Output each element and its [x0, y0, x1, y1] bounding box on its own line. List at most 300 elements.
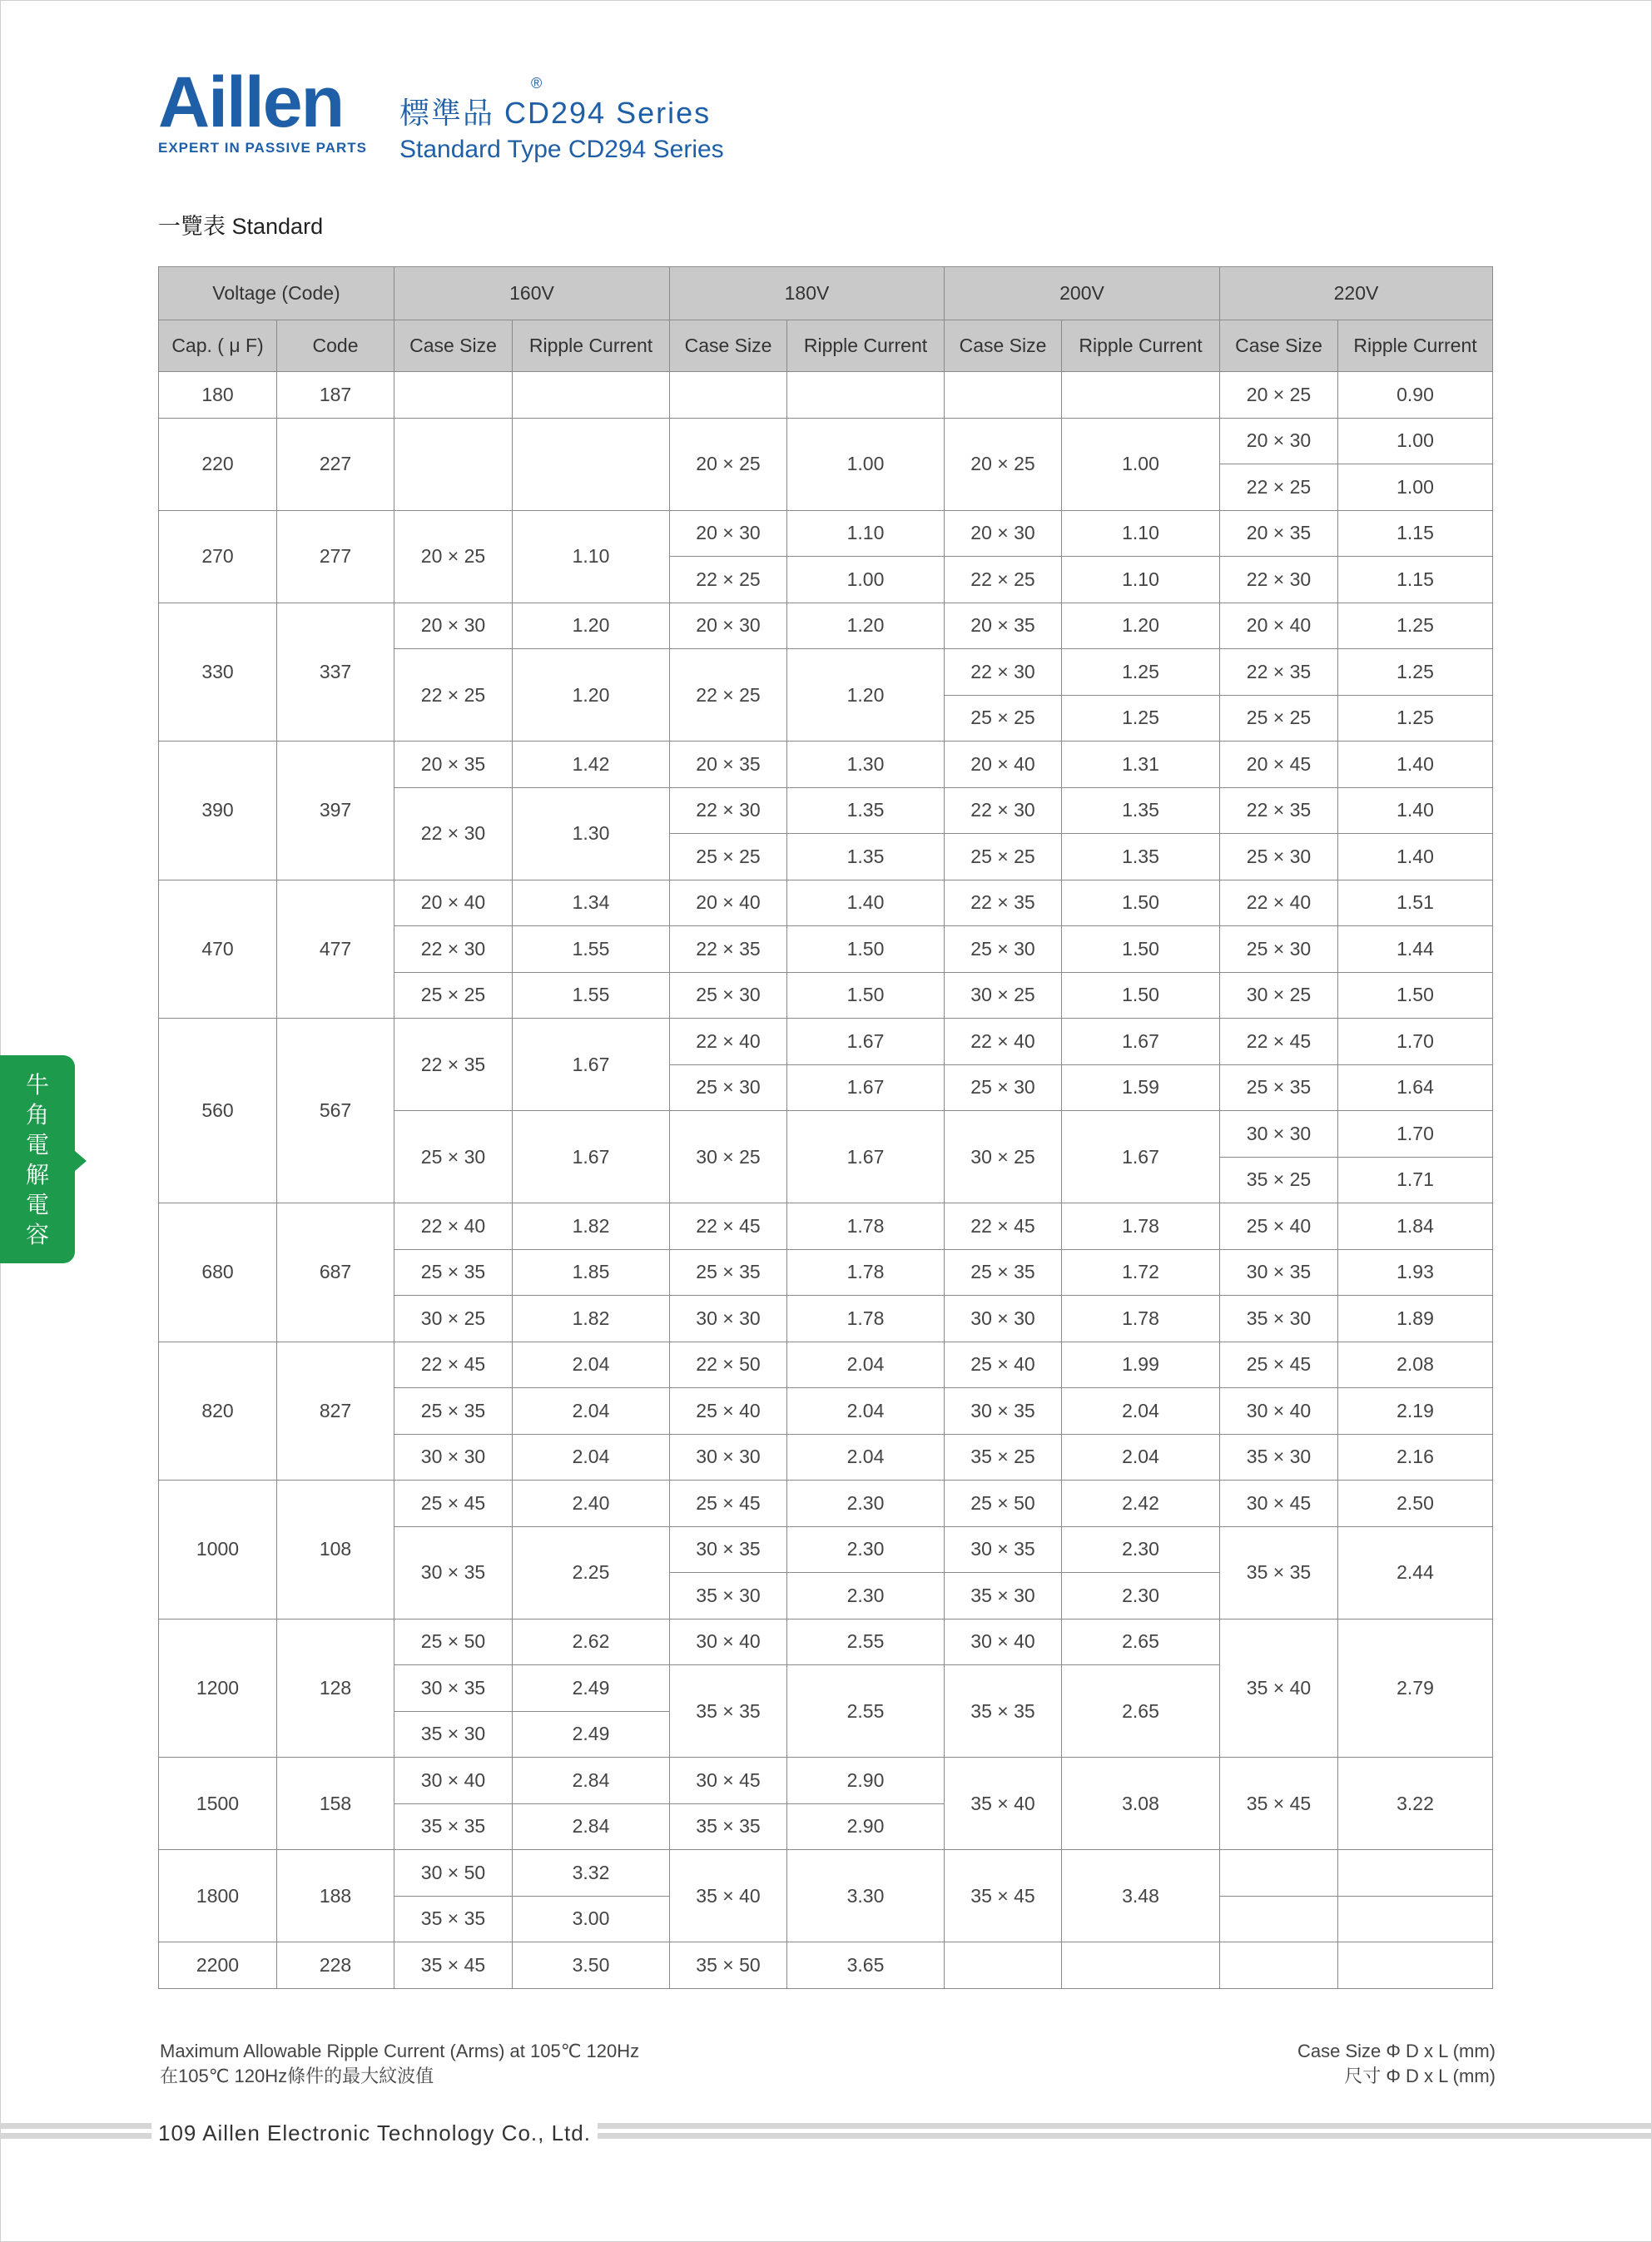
case-size-cell: 35 × 45	[945, 1850, 1062, 1942]
case-size-cell: 35 × 40	[670, 1850, 787, 1942]
cap-header: Cap. ( μ F)	[159, 320, 277, 372]
ripple-current-cell: 2.79	[1338, 1619, 1493, 1758]
ripple-current-cell: 1.67	[513, 1019, 670, 1111]
cap-cell: 680	[159, 1203, 277, 1342]
code-cell: 477	[277, 880, 394, 1019]
cap-cell: 330	[159, 603, 277, 742]
cap-cell: 2200	[159, 1942, 277, 1989]
case-size-cell: 30 × 45	[1220, 1481, 1338, 1527]
case-size-cell: 25 × 25	[945, 834, 1062, 880]
ripple-current-cell: 1.00	[787, 557, 945, 603]
case-size-cell: 20 × 35	[945, 603, 1062, 649]
case-size-cell: 22 × 35	[1220, 649, 1338, 696]
case-size-cell: 25 × 30	[670, 1064, 787, 1111]
ripple-current-cell: 1.78	[787, 1296, 945, 1342]
ripple-current-cell: 1.50	[1062, 926, 1220, 973]
case-size-cell: 22 × 30	[394, 787, 513, 880]
ripple-current-cell	[1338, 1896, 1493, 1942]
case-size-cell: 20 × 30	[394, 603, 513, 649]
case-size-cell: 20 × 35	[1220, 510, 1338, 557]
footer	[151, 2120, 598, 2146]
ripple-current-cell: 1.42	[513, 742, 670, 788]
case-size-cell: 25 × 45	[670, 1481, 787, 1527]
case-size-cell: 25 × 40	[1220, 1203, 1338, 1250]
voltage-header: 180V	[670, 267, 945, 320]
case-size-cell: 35 × 35	[1220, 1526, 1338, 1619]
case-size-cell: 25 × 50	[394, 1619, 513, 1665]
case-size-cell: 22 × 45	[945, 1203, 1062, 1250]
case-size-cell: 25 × 30	[1220, 834, 1338, 880]
ripple-current-cell: 1.78	[1062, 1296, 1220, 1342]
ripple-current-cell: 1.50	[1062, 972, 1220, 1019]
case-size-cell	[1220, 1896, 1338, 1942]
case-size-cell: 25 × 30	[945, 1064, 1062, 1111]
ripple-current-cell: 1.20	[787, 649, 945, 742]
ripple-current-cell: 2.04	[513, 1434, 670, 1481]
case-size-cell: 22 × 30	[394, 926, 513, 973]
ripple-current-cell	[1338, 1942, 1493, 1989]
case-size-cell: 25 × 35	[945, 1249, 1062, 1296]
case-size-cell	[394, 418, 513, 510]
ripple-current-cell: 2.30	[1062, 1573, 1220, 1619]
case-size-cell: 20 × 30	[945, 510, 1062, 557]
table-row	[159, 418, 1493, 464]
case-size-cell: 35 × 35	[670, 1803, 787, 1850]
case-size-note-zh: 尺寸 Φ D x L (mm)	[1344, 2066, 1496, 2086]
code-cell: 687	[277, 1203, 394, 1342]
cap-cell: 1500	[159, 1758, 277, 1850]
code-cell: 108	[277, 1481, 394, 1619]
case-size-cell: 25 × 30	[1220, 926, 1338, 973]
case-size-cell: 30 × 30	[945, 1296, 1062, 1342]
code-cell: 397	[277, 742, 394, 880]
case-size-cell: 22 × 25	[670, 649, 787, 742]
ripple-current-cell: 2.04	[513, 1388, 670, 1435]
case-size-cell	[1220, 1942, 1338, 1989]
ripple-current-cell: 1.84	[1338, 1203, 1493, 1250]
cap-cell: 270	[159, 510, 277, 603]
code-cell: 337	[277, 603, 394, 742]
ripple-current-cell: 2.04	[787, 1342, 945, 1388]
ripple-current-cell: 2.84	[513, 1803, 670, 1850]
ripple-current-cell: 1.89	[1338, 1296, 1493, 1342]
case-size-cell: 25 × 25	[670, 834, 787, 880]
ripple-current-cell: 2.44	[1338, 1526, 1493, 1619]
ripple-current-cell: 1.67	[1062, 1019, 1220, 1065]
section-title: 一覽表 Standard	[158, 214, 324, 239]
case-size-header: Case Size	[394, 320, 513, 372]
case-size-cell: 25 × 40	[945, 1342, 1062, 1388]
case-size-cell: 22 × 40	[394, 1203, 513, 1250]
case-size-cell: 35 × 50	[670, 1942, 787, 1989]
table-row	[159, 1481, 1493, 1527]
voltage-header: 220V	[1220, 267, 1493, 320]
ripple-current-cell: 1.35	[1062, 787, 1220, 834]
case-size-cell: 35 × 30	[670, 1573, 787, 1619]
ripple-current-cell: 1.67	[787, 1111, 945, 1203]
case-size-cell: 25 × 35	[1220, 1064, 1338, 1111]
case-size-cell: 35 × 45	[394, 1942, 513, 1989]
code-cell: 277	[277, 510, 394, 603]
ripple-header: Ripple Current	[1062, 320, 1220, 372]
ripple-current-cell: 1.00	[1062, 418, 1220, 510]
ripple-current-cell: 1.10	[1062, 510, 1220, 557]
ripple-current-cell: 2.04	[1062, 1388, 1220, 1435]
series-title-zh: 標準品 CD294 Series	[399, 96, 712, 130]
ripple-current-cell: 1.82	[513, 1296, 670, 1342]
case-size-cell: 35 × 40	[1220, 1619, 1338, 1758]
series-header	[399, 90, 724, 164]
cap-cell: 560	[159, 1019, 277, 1203]
ripple-current-cell: 2.19	[1338, 1388, 1493, 1435]
ripple-current-cell: 1.35	[1062, 834, 1220, 880]
case-size-cell: 20 × 40	[945, 742, 1062, 788]
ripple-current-cell: 0.90	[1338, 372, 1493, 419]
ripple-current-cell: 2.30	[1062, 1526, 1220, 1573]
ripple-current-cell: 1.25	[1338, 603, 1493, 649]
case-size-cell: 35 × 40	[945, 1758, 1062, 1850]
table-row	[159, 880, 1493, 926]
case-size-cell: 22 × 25	[1220, 464, 1338, 511]
header-row-columns	[159, 320, 1493, 372]
brand-logo	[158, 62, 543, 156]
case-size-cell: 22 × 25	[670, 557, 787, 603]
code-cell: 158	[277, 1758, 394, 1850]
case-size-cell: 25 × 35	[394, 1388, 513, 1435]
ripple-current-cell: 3.32	[513, 1850, 670, 1897]
case-size-cell	[670, 372, 787, 419]
case-size-cell: 22 × 30	[670, 787, 787, 834]
ripple-current-cell: 1.00	[787, 418, 945, 510]
side-tab-char: 角	[25, 1102, 49, 1128]
cap-cell: 820	[159, 1342, 277, 1481]
ripple-current-cell: 2.04	[787, 1388, 945, 1435]
case-size-cell: 25 × 30	[394, 1111, 513, 1203]
table-row	[159, 1019, 1493, 1065]
case-size-cell: 30 × 30	[670, 1434, 787, 1481]
table-row	[159, 372, 1493, 419]
table-row	[159, 1203, 1493, 1250]
ripple-current-cell: 1.59	[1062, 1064, 1220, 1111]
ripple-current-cell: 1.55	[513, 926, 670, 973]
table-row	[159, 742, 1493, 788]
case-size-cell: 30 × 45	[670, 1758, 787, 1804]
ripple-current-cell: 3.22	[1338, 1758, 1493, 1850]
voltage-header: 200V	[945, 267, 1220, 320]
ripple-current-cell: 1.78	[787, 1203, 945, 1250]
case-size-cell: 25 × 35	[394, 1249, 513, 1296]
ripple-note-en: Maximum Allowable Ripple Current (Arms) at 105℃ 120Hz	[160, 2041, 640, 2061]
ripple-current-cell: 2.04	[1062, 1434, 1220, 1481]
cap-cell: 470	[159, 880, 277, 1019]
case-size-cell	[945, 1942, 1062, 1989]
ripple-current-cell: 1.10	[1062, 557, 1220, 603]
case-size-cell: 22 × 45	[670, 1203, 787, 1250]
page-number: 109	[158, 2120, 197, 2145]
case-size-cell: 25 × 25	[1220, 695, 1338, 742]
ripple-current-cell: 1.71	[1338, 1157, 1493, 1203]
ripple-current-cell: 2.25	[513, 1526, 670, 1619]
ripple-current-cell: 2.65	[1062, 1619, 1220, 1665]
case-size-cell: 30 × 25	[394, 1296, 513, 1342]
case-size-cell: 35 × 30	[945, 1573, 1062, 1619]
ripple-current-cell: 1.70	[1338, 1111, 1493, 1158]
brand-tagline: EXPERT IN PASSIVE PARTS	[158, 140, 367, 156]
case-size-cell: 35 × 35	[945, 1665, 1062, 1758]
ripple-current-cell: 2.90	[787, 1803, 945, 1850]
ripple-current-cell: 1.40	[1338, 742, 1493, 788]
ripple-current-cell	[513, 418, 670, 510]
ripple-current-cell: 2.16	[1338, 1434, 1493, 1481]
case-size-cell: 22 × 35	[670, 926, 787, 973]
code-cell: 827	[277, 1342, 394, 1481]
case-size-cell	[394, 372, 513, 419]
ripple-current-cell: 1.10	[513, 510, 670, 603]
case-size-cell: 30 × 35	[945, 1526, 1062, 1573]
ripple-current-cell: 2.84	[513, 1758, 670, 1804]
ripple-current-cell: 1.20	[787, 603, 945, 649]
case-size-cell: 25 × 25	[945, 695, 1062, 742]
case-size-cell: 22 × 25	[394, 649, 513, 742]
ripple-current-cell: 2.62	[513, 1619, 670, 1665]
cap-cell: 1800	[159, 1850, 277, 1942]
case-size-cell: 20 × 25	[394, 510, 513, 603]
case-size-cell: 22 × 35	[945, 880, 1062, 926]
case-size-header: Case Size	[1220, 320, 1338, 372]
case-size-header: Case Size	[945, 320, 1062, 372]
ripple-current-cell: 1.78	[1062, 1203, 1220, 1250]
case-size-cell: 25 × 25	[394, 972, 513, 1019]
series-title-en: Standard Type CD294 Series	[399, 136, 724, 163]
code-cell: 188	[277, 1850, 394, 1942]
ripple-current-cell: 1.15	[1338, 557, 1493, 603]
case-size-cell: 22 × 30	[945, 787, 1062, 834]
ripple-current-cell: 1.30	[787, 742, 945, 788]
case-size-cell: 35 × 25	[945, 1434, 1062, 1481]
table-row	[159, 1942, 1493, 1989]
case-size-cell: 25 × 45	[1220, 1342, 1338, 1388]
ripple-current-cell: 2.30	[787, 1481, 945, 1527]
case-size-cell: 20 × 30	[670, 510, 787, 557]
ripple-current-cell: 3.50	[513, 1942, 670, 1989]
case-size-cell: 35 × 35	[670, 1665, 787, 1758]
ripple-current-cell: 1.85	[513, 1249, 670, 1296]
ripple-current-cell: 1.25	[1062, 695, 1220, 742]
brand-name: Aillen	[158, 62, 344, 142]
ripple-current-cell: 1.70	[1338, 1019, 1493, 1065]
case-size-cell: 35 × 30	[394, 1711, 513, 1758]
ripple-current-cell: 1.72	[1062, 1249, 1220, 1296]
ripple-current-cell: 1.25	[1062, 649, 1220, 696]
ripple-note-zh: 在105℃ 120Hz條件的最大紋波值	[160, 2066, 434, 2086]
ripple-current-cell: 2.42	[1062, 1481, 1220, 1527]
case-size-cell: 22 × 40	[670, 1019, 787, 1065]
case-size-cell: 20 × 25	[945, 418, 1062, 510]
ripple-current-cell: 1.93	[1338, 1249, 1493, 1296]
case-size-cell	[1220, 1850, 1338, 1897]
ripple-current-cell: 1.51	[1338, 880, 1493, 926]
ripple-current-cell: 2.30	[787, 1526, 945, 1573]
ripple-current-cell: 1.25	[1338, 649, 1493, 696]
ripple-header: Ripple Current	[787, 320, 945, 372]
case-size-cell: 20 × 45	[1220, 742, 1338, 788]
case-size-cell: 22 × 35	[1220, 787, 1338, 834]
ripple-current-cell: 3.30	[787, 1850, 945, 1942]
case-size-cell: 20 × 35	[394, 742, 513, 788]
ripple-current-cell	[787, 372, 945, 419]
case-size-cell: 30 × 30	[394, 1434, 513, 1481]
ripple-current-cell	[513, 372, 670, 419]
ripple-current-cell: 2.65	[1062, 1665, 1220, 1758]
case-size-cell: 35 × 30	[1220, 1296, 1338, 1342]
side-tab	[0, 1055, 75, 1263]
case-size-cell: 20 × 25	[670, 418, 787, 510]
table-body	[159, 372, 1493, 1989]
case-size-cell: 30 × 40	[394, 1758, 513, 1804]
case-size-cell: 35 × 30	[1220, 1434, 1338, 1481]
case-size-cell: 20 × 40	[394, 880, 513, 926]
ripple-current-cell: 1.40	[1338, 834, 1493, 880]
ripple-current-cell: 1.99	[1062, 1342, 1220, 1388]
case-size-cell: 22 × 30	[945, 649, 1062, 696]
code-header: Code	[277, 320, 394, 372]
ripple-current-cell: 1.00	[1338, 464, 1493, 511]
case-size-cell: 30 × 35	[1220, 1249, 1338, 1296]
case-size-cell: 20 × 30	[670, 603, 787, 649]
registered-mark: ®	[531, 75, 543, 92]
case-size-cell: 25 × 40	[670, 1388, 787, 1435]
case-size-cell: 30 × 25	[1220, 972, 1338, 1019]
case-size-cell: 30 × 30	[1220, 1111, 1338, 1158]
company-name: Aillen Electronic Technology Co., Ltd.	[202, 2120, 591, 2145]
ripple-current-cell: 1.50	[1062, 880, 1220, 926]
case-size-cell: 22 × 25	[945, 557, 1062, 603]
ripple-current-cell: 1.55	[513, 972, 670, 1019]
case-size-cell: 25 × 50	[945, 1481, 1062, 1527]
ripple-current-cell: 2.49	[513, 1711, 670, 1758]
ripple-current-cell	[1062, 372, 1220, 419]
ripple-current-cell: 1.78	[787, 1249, 945, 1296]
ripple-current-cell: 1.20	[513, 603, 670, 649]
ripple-current-cell: 1.31	[1062, 742, 1220, 788]
ripple-current-cell: 1.67	[1062, 1111, 1220, 1203]
ripple-current-cell: 2.40	[513, 1481, 670, 1527]
header-row-voltage	[159, 267, 1493, 320]
ripple-current-cell: 1.15	[1338, 510, 1493, 557]
code-cell: 227	[277, 418, 394, 510]
ripple-current-cell: 1.35	[787, 834, 945, 880]
case-size-cell	[945, 372, 1062, 419]
case-size-cell: 22 × 50	[670, 1342, 787, 1388]
ripple-current-cell: 1.50	[787, 926, 945, 973]
side-tab-arrow-icon	[75, 1151, 87, 1171]
case-size-cell: 35 × 35	[394, 1803, 513, 1850]
case-size-cell: 30 × 40	[670, 1619, 787, 1665]
ripple-current-cell: 1.35	[787, 787, 945, 834]
ripple-current-cell: 1.00	[1338, 418, 1493, 464]
case-size-cell: 30 × 25	[945, 1111, 1062, 1203]
ripple-header: Ripple Current	[513, 320, 670, 372]
ripple-current-cell: 1.20	[1062, 603, 1220, 649]
case-size-cell: 25 × 30	[945, 926, 1062, 973]
case-size-cell: 20 × 40	[1220, 603, 1338, 649]
side-tab-label	[0, 1070, 75, 1250]
table-row	[159, 1850, 1493, 1897]
case-size-cell: 30 × 35	[394, 1526, 513, 1619]
table-row	[159, 510, 1493, 557]
case-size-cell: 22 × 30	[1220, 557, 1338, 603]
cap-cell: 1000	[159, 1481, 277, 1619]
ripple-current-cell	[1338, 1850, 1493, 1897]
cap-cell: 1200	[159, 1619, 277, 1758]
case-size-cell: 22 × 40	[1220, 880, 1338, 926]
ripple-current-cell: 1.30	[513, 787, 670, 880]
case-size-cell: 20 × 30	[1220, 418, 1338, 464]
case-size-cell: 22 × 35	[394, 1019, 513, 1111]
table-row	[159, 603, 1493, 649]
case-size-header: Case Size	[670, 320, 787, 372]
case-size-cell: 22 × 45	[1220, 1019, 1338, 1065]
table-row	[159, 1758, 1493, 1804]
case-size-cell: 22 × 40	[945, 1019, 1062, 1065]
side-tab-char: 牛	[25, 1072, 49, 1098]
ripple-current-cell: 1.67	[787, 1019, 945, 1065]
case-size-cell: 30 × 35	[945, 1388, 1062, 1435]
cap-cell: 180	[159, 372, 277, 419]
side-tab-char: 電	[25, 1192, 49, 1218]
ripple-note	[160, 2039, 639, 2089]
ripple-current-cell: 1.34	[513, 880, 670, 926]
side-tab-char: 容	[25, 1222, 49, 1247]
code-cell: 187	[277, 372, 394, 419]
ripple-current-cell: 2.50	[1338, 1481, 1493, 1527]
table-row	[159, 1619, 1493, 1665]
ripple-current-cell: 1.20	[513, 649, 670, 742]
case-size-cell: 30 × 40	[945, 1619, 1062, 1665]
voltage-header: 160V	[394, 267, 670, 320]
case-size-cell: 20 × 35	[670, 742, 787, 788]
ripple-current-cell: 1.50	[787, 972, 945, 1019]
ripple-current-cell: 1.50	[1338, 972, 1493, 1019]
case-size-cell: 30 × 50	[394, 1850, 513, 1897]
ripple-current-cell: 2.49	[513, 1665, 670, 1712]
case-size-cell: 30 × 35	[670, 1526, 787, 1573]
cap-cell: 220	[159, 418, 277, 510]
case-size-cell: 35 × 35	[394, 1896, 513, 1942]
case-size-cell: 30 × 25	[945, 972, 1062, 1019]
ripple-current-cell: 3.48	[1062, 1850, 1220, 1942]
ripple-current-cell: 2.90	[787, 1758, 945, 1804]
table-row	[159, 1342, 1493, 1388]
side-tab-char: 解	[25, 1162, 49, 1188]
cap-cell: 390	[159, 742, 277, 880]
code-cell: 228	[277, 1942, 394, 1989]
ripple-current-cell: 2.55	[787, 1665, 945, 1758]
spec-table	[158, 266, 1493, 1989]
case-size-cell: 30 × 25	[670, 1111, 787, 1203]
code-cell: 567	[277, 1019, 394, 1203]
case-size-cell: 20 × 25	[1220, 372, 1338, 419]
ripple-current-cell: 1.44	[1338, 926, 1493, 973]
ripple-current-cell: 1.40	[1338, 787, 1493, 834]
ripple-current-cell: 1.64	[1338, 1064, 1493, 1111]
case-size-cell: 30 × 35	[394, 1665, 513, 1712]
code-cell: 128	[277, 1619, 394, 1758]
case-size-cell: 25 × 45	[394, 1481, 513, 1527]
ripple-current-cell	[1062, 1942, 1220, 1989]
case-size-cell: 25 × 35	[670, 1249, 787, 1296]
ripple-header: Ripple Current	[1338, 320, 1493, 372]
